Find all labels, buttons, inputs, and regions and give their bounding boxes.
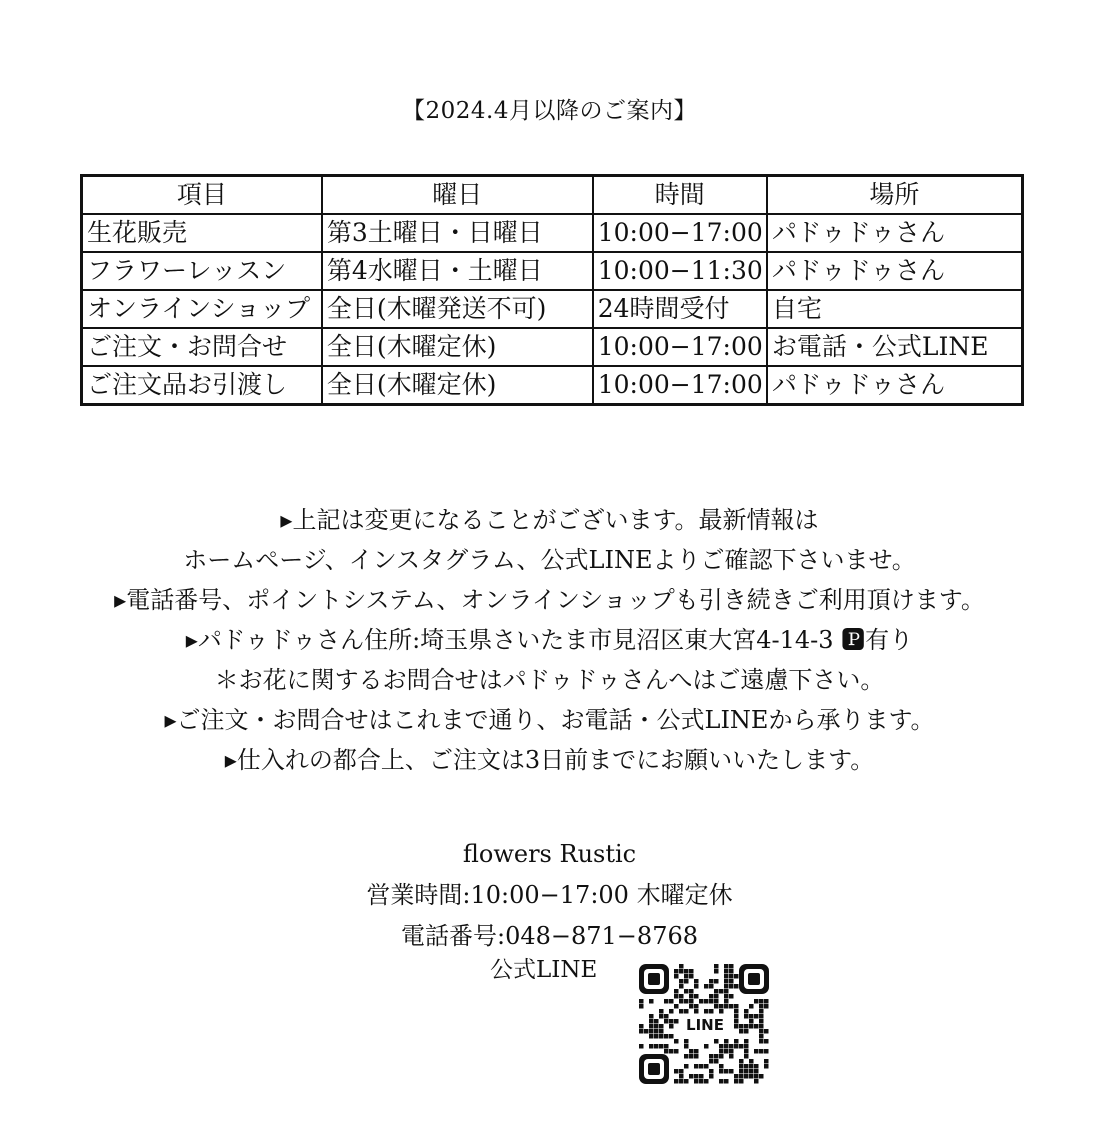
qr-module [684, 1009, 689, 1014]
qr-module [729, 1049, 734, 1054]
note-line: ホームページ、インスタグラム、公式LINEよりご確認下さいませ。 [183, 546, 916, 574]
qr-module [749, 1004, 754, 1009]
qr-module [654, 1019, 659, 1024]
qr-module [724, 1039, 729, 1044]
qr-module [679, 1069, 684, 1074]
qr-module [759, 999, 764, 1004]
qr-module [659, 1034, 664, 1039]
qr-module [749, 1064, 754, 1069]
qr-module [659, 1044, 664, 1049]
qr-module [749, 1074, 754, 1079]
qr-module [639, 1004, 644, 1009]
qr-module [714, 989, 719, 994]
qr-module [724, 979, 729, 984]
qr-module [694, 1064, 699, 1069]
qr-module [649, 999, 654, 1004]
qr-module [709, 1059, 714, 1064]
qr-module [739, 1059, 744, 1064]
qr-module [719, 989, 724, 994]
qr-module [639, 999, 644, 1004]
qr-module [764, 1004, 769, 1009]
table-cell: パドゥドゥさん [767, 252, 1023, 290]
qr-module [709, 984, 714, 989]
qr-module [649, 1034, 654, 1039]
table-row [82, 214, 1023, 252]
qr-module [679, 1074, 684, 1079]
qr-module [724, 1069, 729, 1074]
qr-module [719, 1069, 724, 1074]
qr-module [734, 1039, 739, 1044]
qr-module [689, 999, 694, 1004]
qr-module [709, 1069, 714, 1074]
note-line: ▸ご注文・お問合せはこれまで通り、お電話・公式LINEから承ります。 [164, 706, 935, 734]
table-cell: 全日(木曜定休) [322, 366, 593, 405]
qr-module [754, 1069, 759, 1074]
qr-module [654, 1044, 659, 1049]
qr-module [654, 1024, 659, 1029]
qr-module [724, 984, 729, 989]
qr-module [744, 1064, 749, 1069]
qr-module [669, 999, 674, 1004]
qr-module [689, 1074, 694, 1079]
qr-module [674, 1079, 679, 1084]
qr-module [724, 1049, 729, 1054]
qr-module [734, 1019, 739, 1024]
qr-module [744, 1024, 749, 1029]
qr-module [679, 969, 684, 974]
note-line: ▸仕入れの都合上、ご注文は3日前までにお願いいたします。 [224, 746, 875, 774]
qr-module [689, 1054, 694, 1059]
qr-module [759, 1024, 764, 1029]
qr-module [649, 1024, 654, 1029]
qr-module [704, 1009, 709, 1014]
qr-module [724, 1044, 729, 1049]
qr-module [729, 984, 734, 989]
qr-module [704, 999, 709, 1004]
qr-module [739, 1079, 744, 1084]
qr-module [649, 1029, 654, 1034]
qr-module [724, 964, 729, 969]
shop-name: flowers Rustic [462, 840, 637, 868]
qr-module [754, 1064, 759, 1069]
qr-module [724, 969, 729, 974]
table-row [82, 290, 1023, 328]
note-line: ＊お花に関するお問合せはパドゥドゥさんへはご遠慮下さい。 [214, 666, 885, 694]
qr-module [709, 994, 714, 999]
qr-module [714, 1004, 719, 1009]
qr-module [684, 1044, 689, 1049]
qr-module [719, 1009, 724, 1014]
qr-module [709, 1054, 714, 1059]
official-line-label: 公式LINE [490, 957, 598, 983]
qr-module [694, 1049, 699, 1054]
qr-module [704, 984, 709, 989]
qr-module [744, 1044, 749, 1049]
phone-number: 電話番号:048−871−8768 [401, 922, 698, 950]
qr-module [679, 1009, 684, 1014]
qr-module [759, 1014, 764, 1019]
qr-module [694, 994, 699, 999]
qr-module [744, 1054, 749, 1059]
line-qr-code[interactable] [637, 962, 771, 1086]
column-header-day: 曜日 [322, 176, 593, 215]
qr-module [734, 1004, 739, 1009]
qr-module [669, 1019, 674, 1024]
qr-module [694, 1004, 699, 1009]
qr-module [709, 1074, 714, 1079]
qr-module [659, 1014, 664, 1019]
table-cell: 全日(木曜定休) [322, 328, 593, 366]
qr-module [759, 1009, 764, 1014]
qr-module [754, 1024, 759, 1029]
qr-module [674, 969, 679, 974]
qr-module [664, 1014, 669, 1019]
qr-module [734, 1009, 739, 1014]
table-cell: パドゥドゥさん [767, 214, 1023, 252]
qr-module [734, 1074, 739, 1079]
qr-module [674, 989, 679, 994]
qr-module [754, 1074, 759, 1079]
qr-module [719, 1004, 724, 1009]
qr-module [684, 1039, 689, 1044]
qr-module [714, 969, 719, 974]
qr-module [639, 1024, 644, 1029]
qr-module [664, 999, 669, 1004]
qr-module [674, 974, 679, 979]
qr-module [649, 1014, 654, 1019]
qr-module [704, 1064, 709, 1069]
table-cell: フラワーレッスン [82, 252, 322, 290]
table-cell: お電話・公式LINE [767, 328, 1023, 366]
qr-module [754, 1049, 759, 1054]
qr-module [754, 999, 759, 1004]
qr-module [679, 979, 684, 984]
qr-module [699, 1079, 704, 1084]
table-cell: 生花販売 [82, 214, 322, 252]
qr-module [749, 1024, 754, 1029]
qr-module [714, 1059, 719, 1064]
qr-module [689, 989, 694, 994]
qr-module [764, 1029, 769, 1034]
qr-module [694, 1009, 699, 1014]
qr-module [714, 979, 719, 984]
table-cell: 10:00−17:00 [593, 328, 767, 366]
column-header-time: 時間 [593, 176, 767, 215]
qr-module [659, 1009, 664, 1014]
qr-module [744, 1029, 749, 1034]
qr-module [714, 964, 719, 969]
qr-module [764, 999, 769, 1004]
qr-module [709, 979, 714, 984]
qr-module [749, 1014, 754, 1019]
qr-module [729, 1044, 734, 1049]
qr-module [719, 1049, 724, 1054]
schedule-table [80, 174, 1024, 406]
qr-module [679, 999, 684, 1004]
qr-module [739, 1074, 744, 1079]
qr-module [669, 1009, 674, 1014]
qr-module [694, 1054, 699, 1059]
qr-module [759, 1004, 764, 1009]
qr-module [684, 999, 689, 1004]
qr-module [639, 1044, 644, 1049]
qr-module [664, 1019, 669, 1024]
table-cell: 24時間受付 [593, 290, 767, 328]
qr-module [764, 1059, 769, 1064]
notes-section [0, 500, 1099, 780]
qr-module [684, 1064, 689, 1069]
qr-module [664, 1034, 669, 1039]
qr-module [724, 1004, 729, 1009]
qr-module [639, 1029, 644, 1034]
qr-module [749, 1069, 754, 1074]
qr-module [754, 1079, 759, 1084]
table-cell: 第4水曜日・土曜日 [322, 252, 593, 290]
qr-module [714, 999, 719, 1004]
qr-module [729, 964, 734, 969]
qr-module [704, 1079, 709, 1084]
qr-module [689, 994, 694, 999]
qr-module [739, 1044, 744, 1049]
column-header-place: 場所 [767, 176, 1023, 215]
qr-module [729, 1004, 734, 1009]
qr-module [759, 1074, 764, 1079]
qr-module [734, 1014, 739, 1019]
qr-module [739, 1029, 744, 1034]
qr-module [734, 1079, 739, 1084]
qr-module [744, 1069, 749, 1074]
qr-module [664, 1044, 669, 1049]
qr-finder-bottom-left [639, 1054, 669, 1084]
qr-module [759, 1039, 764, 1044]
qr-module [699, 1074, 704, 1079]
qr-module [744, 1009, 749, 1014]
table-row [82, 366, 1023, 405]
business-hours: 営業時間:10:00−17:00 木曜定休 [366, 881, 733, 909]
qr-module [679, 964, 684, 969]
qr-module [724, 989, 729, 994]
qr-module [759, 1029, 764, 1034]
qr-module [739, 1069, 744, 1074]
qr-module [729, 994, 734, 999]
qr-module [674, 1004, 679, 1009]
qr-module [734, 974, 739, 979]
qr-module [679, 984, 684, 989]
qr-module [684, 969, 689, 974]
qr-module [744, 1039, 749, 1044]
qr-module [749, 1059, 754, 1064]
qr-module [679, 994, 684, 999]
table-cell: 10:00−17:00 [593, 366, 767, 405]
page-title: 【2024.4月以降のご案内】 [402, 98, 697, 124]
qr-module [759, 1049, 764, 1054]
table-row [82, 252, 1023, 290]
note-line: ▸上記は変更になることがございます。最新情報は [280, 506, 819, 534]
qr-module [724, 994, 729, 999]
qr-module [719, 1064, 724, 1069]
qr-module [669, 1024, 674, 1029]
table-cell: ご注文・お問合せ [82, 328, 322, 366]
qr-module [729, 979, 734, 984]
shop-info [0, 834, 1099, 957]
qr-module [684, 1079, 689, 1084]
table-cell: オンラインショップ [82, 290, 322, 328]
qr-module [674, 994, 679, 999]
qr-module [689, 969, 694, 974]
qr-module [724, 999, 729, 1004]
table-row [82, 328, 1023, 366]
qr-module [764, 1064, 769, 1069]
qr-module [679, 1079, 684, 1084]
qr-module [724, 1079, 729, 1084]
qr-module [659, 1029, 664, 1034]
qr-module [694, 1074, 699, 1079]
table-header-row [82, 176, 1023, 215]
qr-module [659, 1024, 664, 1029]
table-cell: 全日(木曜発送不可) [322, 290, 593, 328]
qr-module [704, 1044, 709, 1049]
qr-module [729, 1054, 734, 1059]
qr-module [764, 1049, 769, 1054]
qr-module [729, 969, 734, 974]
qr-module [709, 1009, 714, 1014]
qr-module [714, 1039, 719, 1044]
qr-module [669, 1049, 674, 1054]
qr-module [724, 974, 729, 979]
column-header-item: 項目 [82, 176, 322, 215]
qr-module [684, 989, 689, 994]
qr-module [689, 1049, 694, 1054]
table-cell: パドゥドゥさん [767, 366, 1023, 405]
qr-module [644, 1029, 649, 1034]
qr-module [764, 1039, 769, 1044]
table-cell: 10:00−11:30 [593, 252, 767, 290]
qr-module [734, 984, 739, 989]
qr-module [759, 1019, 764, 1024]
qr-module [744, 1049, 749, 1054]
qr-line-logo-text: LINE [686, 1016, 724, 1034]
qr-module [719, 1054, 724, 1059]
note-line: ▸電話番号、ポイントシステム、オンラインショップも引き続きご利用頂けます。 [114, 586, 985, 614]
qr-module [709, 999, 714, 1004]
qr-module [694, 1079, 699, 1084]
table-cell: 10:00−17:00 [593, 214, 767, 252]
qr-module [654, 1034, 659, 1039]
qr-module [684, 979, 689, 984]
qr-module [684, 974, 689, 979]
qr-module [719, 1079, 724, 1084]
qr-module [744, 1014, 749, 1019]
qr-module [689, 1004, 694, 1009]
qr-finder-top-right [739, 964, 769, 994]
qr-module [694, 984, 699, 989]
qr-module [759, 1034, 764, 1039]
qr-module [729, 974, 734, 979]
qr-module [674, 1019, 679, 1024]
qr-module [744, 1074, 749, 1079]
qr-module [674, 1039, 679, 1044]
qr-module [674, 1049, 679, 1054]
qr-module [729, 1069, 734, 1074]
qr-module [674, 1069, 679, 1074]
qr-module [754, 1014, 759, 1019]
table-cell: 自宅 [767, 290, 1023, 328]
qr-module [699, 1064, 704, 1069]
qr-module [694, 979, 699, 984]
qr-module [689, 974, 694, 979]
qr-module [719, 1044, 724, 1049]
qr-module [649, 1044, 654, 1049]
qr-module [714, 994, 719, 999]
qr-finder-top-left [639, 964, 669, 994]
qr-module [734, 1044, 739, 1049]
qr-module [739, 1064, 744, 1069]
qr-module [734, 1024, 739, 1029]
qr-module [654, 1029, 659, 1034]
note-line: ▸パドゥドゥさん住所:埼玉県さいたま市見沼区東大宮4-14-3 🅿有り [185, 626, 914, 654]
qr-module [684, 1054, 689, 1059]
qr-module [699, 999, 704, 1004]
table-cell: 第3土曜日・日曜日 [322, 214, 593, 252]
qr-module [664, 1049, 669, 1054]
qr-module [669, 1034, 674, 1039]
qr-module [749, 1019, 754, 1024]
qr-module [714, 1054, 719, 1059]
qr-module [649, 1019, 654, 1024]
table-cell: ご注文品お引渡し [82, 366, 322, 405]
qr-module [739, 1024, 744, 1029]
